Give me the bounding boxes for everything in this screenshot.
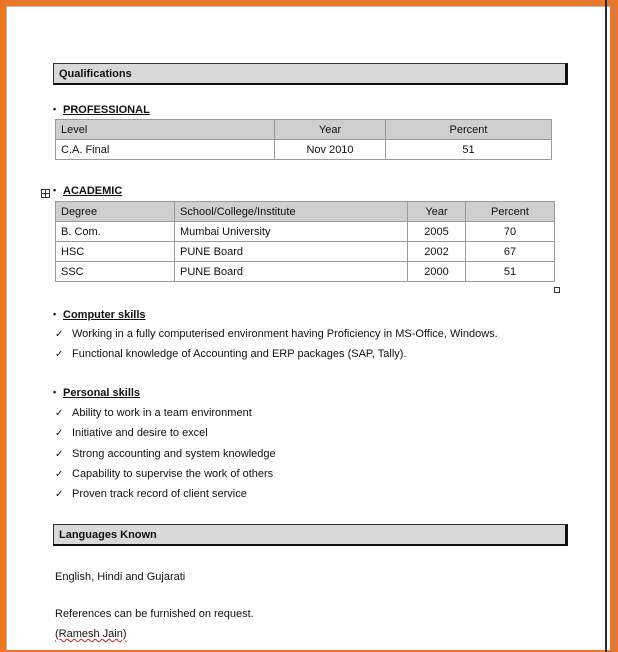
list-item <box>55 324 498 344</box>
table-row <box>56 242 555 262</box>
check-icon: ✓ <box>55 428 64 440</box>
check-icon: ✓ <box>55 349 64 361</box>
academic-heading <box>53 185 122 197</box>
bullet-icon: • <box>53 309 57 319</box>
languages-text: English, Hindi and Gujarati <box>55 571 186 583</box>
list-item <box>55 403 276 423</box>
table-cell: C.A. Final <box>56 140 275 160</box>
list-item <box>55 464 276 484</box>
computer-skills-label: Computer skills <box>63 309 146 321</box>
table-cell: PUNE Board <box>175 262 408 282</box>
table-cell: 2000 <box>408 262 466 282</box>
computer-skills-list <box>55 324 498 365</box>
list-item-text: Working in a fully computerised environment having Proficiency in MS-Office, Windows. <box>72 328 498 340</box>
column-header: Year <box>275 120 386 140</box>
bullet-icon: • <box>53 185 57 195</box>
list-item-text: Capability to supervise the work of others <box>72 467 274 480</box>
table-cell: 51 <box>466 262 555 282</box>
table-header-row <box>56 202 555 222</box>
check-icon: ✓ <box>55 408 64 419</box>
page-edge-divider <box>605 0 607 652</box>
list-item-text: Strong accounting and system knowledge <box>72 447 276 460</box>
check-icon: ✓ <box>55 329 64 340</box>
table-row <box>56 140 552 160</box>
personal-skills-list <box>55 403 276 504</box>
table-cell: B. Com. <box>56 222 175 242</box>
personal-skills-heading <box>53 387 140 399</box>
table-header-row <box>56 120 552 140</box>
table-row <box>56 262 555 282</box>
column-header: Level <box>56 120 275 140</box>
list-item-text: Functional knowledge of Accounting and ERP packages (SAP, Tally). <box>72 348 407 361</box>
list-item-text: Proven track record of client service <box>72 488 247 501</box>
table-row <box>56 222 555 242</box>
table-cell: 70 <box>466 222 555 242</box>
table-cell: 67 <box>466 242 555 262</box>
table-move-handle-icon[interactable] <box>41 189 50 198</box>
table-cell: Nov 2010 <box>275 140 386 160</box>
column-header: Degree <box>56 202 175 222</box>
column-header: School/College/Institute <box>175 202 408 222</box>
table-cell: PUNE Board <box>175 242 408 262</box>
academic-table <box>55 201 555 282</box>
languages-heading: Languages Known <box>53 524 568 546</box>
academic-label: ACADEMIC <box>63 185 123 197</box>
list-item <box>55 444 276 464</box>
column-header: Percent <box>386 120 552 140</box>
list-item-text: Ability to work in a team environment <box>72 407 252 419</box>
table-cell: HSC <box>56 242 175 262</box>
references-text: References can be furnished on request. <box>55 608 254 620</box>
list-item-text: Initiative and desire to excel <box>72 427 208 440</box>
bullet-icon: • <box>53 104 57 114</box>
table-cell: 51 <box>386 140 552 160</box>
table-cell: Mumbai University <box>175 222 408 242</box>
table-cell: SSC <box>56 262 175 282</box>
list-item <box>55 344 498 364</box>
table-cell: 2005 <box>408 222 466 242</box>
document-page <box>6 6 610 650</box>
table-cell: 2002 <box>408 242 466 262</box>
computer-skills-heading <box>53 309 146 321</box>
list-item <box>55 484 276 504</box>
professional-table <box>55 119 552 160</box>
check-icon: ✓ <box>55 489 64 501</box>
check-icon: ✓ <box>55 448 64 460</box>
check-icon: ✓ <box>55 468 64 480</box>
column-header: Year <box>408 202 466 222</box>
qualifications-heading: Qualifications <box>53 63 568 85</box>
bullet-icon: • <box>53 387 57 397</box>
list-item <box>55 423 276 443</box>
column-header: Percent <box>466 202 555 222</box>
reference-name: (Ramesh Jain) <box>55 628 127 640</box>
table-resize-handle[interactable] <box>554 287 560 293</box>
professional-label: PROFESSIONAL <box>63 104 150 116</box>
personal-skills-label: Personal skills <box>63 387 141 399</box>
professional-heading <box>53 104 150 116</box>
